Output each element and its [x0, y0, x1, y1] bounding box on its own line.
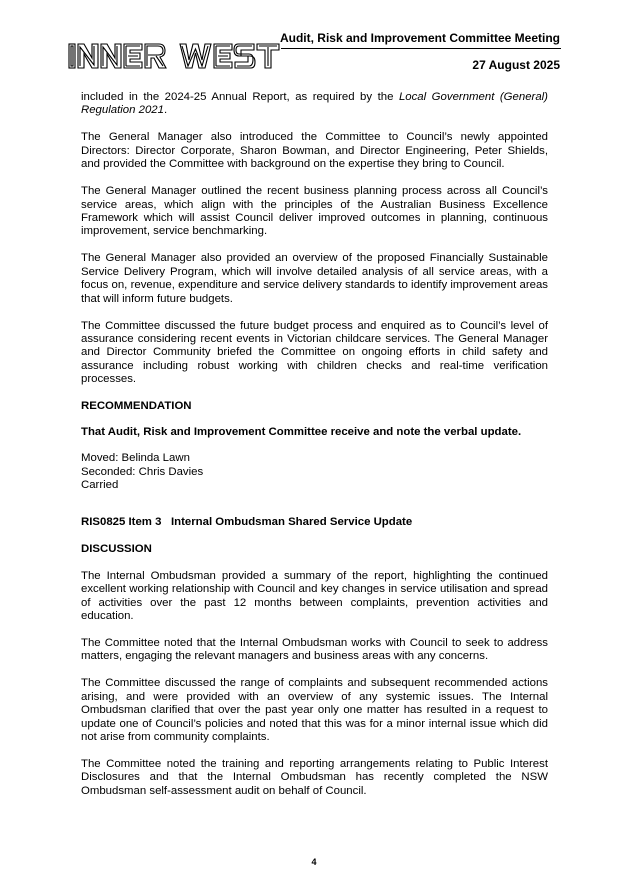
item-title: Internal Ombudsman Shared Service Update [171, 516, 413, 529]
motion-carried: Carried [81, 478, 119, 491]
meeting-date: 27 August 2025 [472, 58, 560, 72]
paragraph-new-directors: The General Manager also introduced the Committee to Council’s newly appointed Directors: Director Corporate, Sharon Bowman, and Director Engineering, Peter Shields, and provided the Committee with background on the expertise they bring to Council. [81, 131, 548, 171]
paragraph-public-interest-disclosures: The Committee noted the training and reporting arrangements relating to Public Interest Disclosures and that the Internal Ombudsman has recently completed the NSW Ombudsman self-assessment audit on behalf of Council. [81, 757, 548, 797]
paragraph-ombudsman-summary: The Internal Ombudsman provided a summary of the report, highlighting the continued excellent working relationship with Council and key changes in service utilisation and spread of activities over the past 12 months between complaints, prevention activities and education. [81, 569, 548, 622]
recommendation-text: That Audit, Risk and Improvement Committee receive and note the verbal update. [81, 426, 522, 439]
moved-by: Moved: Belinda Lawn [81, 452, 190, 465]
meeting-title: Audit, Risk and Improvement Committee Meeting [279, 31, 560, 45]
page-number: 4 [311, 857, 317, 867]
page-header [0, 0, 628, 80]
paragraph-service-delivery-program: The General Manager also provided an overview of the proposed Financially Sustainable Service Delivery Program, which will involve detailed analysis of all service areas, with a focus on, revenue, expenditure and service delivery standards to identify improvement areas that will inform future budgets. [81, 252, 548, 305]
header-divider [281, 48, 561, 49]
item-code: RIS0825 Item 3 [81, 516, 162, 529]
motion-record [81, 452, 548, 492]
seconded-by: Seconded: Chris Davies [81, 465, 204, 478]
paragraph-complaints: The Committee discussed the range of complaints and subsequent recommended actions arising, and were provided with an overview of any systemic issues. The Internal Ombudsman clarified that over the past year only one matter has resulted in a request to update one of Council’s policies and noted that this was for a minor internal issue which did not arise from community complaints. [81, 677, 548, 743]
minutes-body [81, 91, 548, 812]
inner-west-logo [68, 40, 280, 72]
paragraph-ombudsman-works: The Committee noted that the Internal Ombudsman works with Council to seek to address matters, engaging the relevant managers and business areas with any concerns. [81, 636, 548, 663]
recommendation-heading: RECOMMENDATION [81, 400, 192, 413]
paragraph-budget-process: The Committee discussed the future budget process and enquired as to Council’s level of assurance considering recent events in Victorian childcare services. The General Manager and Director Community briefed the Committee on ongoing efforts in child safety and assurance including robust working with children checks and real-time verification processes. [81, 319, 548, 386]
item-heading [81, 516, 548, 529]
paragraph-business-planning: The General Manager outlined the recent business planning process across all Council’s service areas, which align with the principles of the Australian Business Excellence Framework which will assist Council deliver improved outcomes in planning, continuous improvement, service benchmarking. [81, 185, 548, 238]
svg-text:INNER WEST: INNER WEST [68, 40, 75, 41]
discussion-heading: DISCUSSION [81, 542, 152, 555]
paragraph-annual-report: included in the 2024-25 Annual Report, as required by the Local Government (General) Regulation 2021. [81, 91, 548, 117]
